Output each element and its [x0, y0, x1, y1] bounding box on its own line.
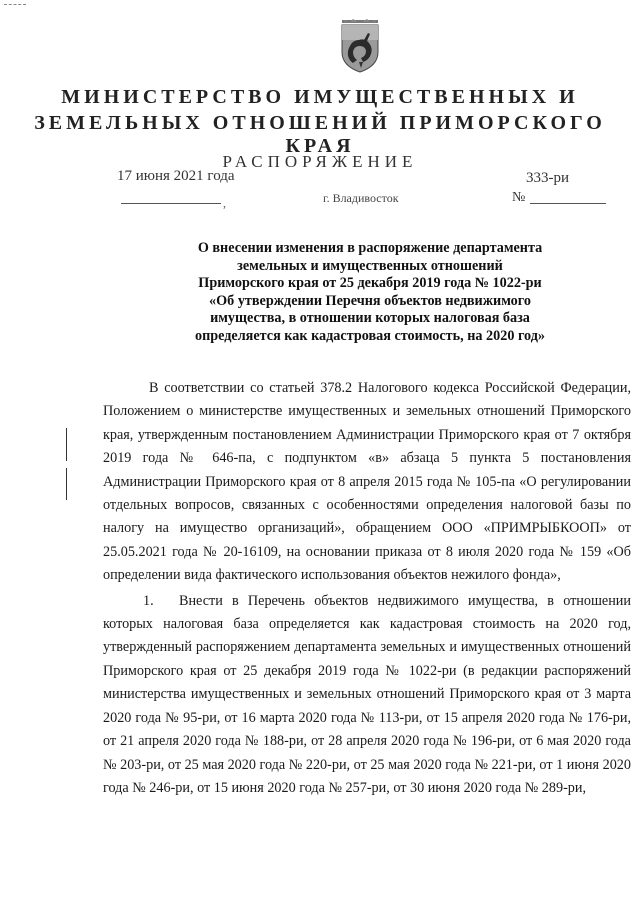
ministry-name-line2: ЗЕМЕЛЬНЫХ ОТНОШЕНИЙ ПРИМОРСКОГО КРАЯ: [34, 112, 606, 157]
item-text: Внести в Перечень объектов недвижимого имущества, в отношении которых налоговая база определяется как кадастровая стоимость на 2020 год, утвержденный распоряжением департамента земельных и имущественных отношений Приморского края от 25 декабря 2019 года № 1022-ри (в редакции распоряжений министерства имущественных и земельных отношений Приморского края от 3 марта 2020 года № 95-ри, от 16 марта 2020 года № 113-ри, от 15 апреля 2020 года № 176-ри, от 21 апреля 2020 года № 188-ри, от 28 апреля 2020 года № 196-ри, от 6 мая 2020 года № 203-ри, от 25 мая 2020 года № 220-ри, от 25 мая 2020 года № 221-ри, от 1 июня 2020 года № 246-ри, от 15 июня 2020 года № 257-ри, от 30 июня 2020 года № 289-ри,: [103, 592, 631, 796]
margin-mark: [66, 468, 67, 500]
title-line: «Об утверждении Перечня объектов недвижимого: [209, 292, 531, 309]
title-line: Приморского края от 25 декабря 2019 года № 1022-ри: [198, 275, 542, 291]
document-body: [103, 377, 631, 800]
title-line: определяется как кадастровая стоимость, на 2020 год»: [194, 327, 546, 344]
title-line: О внесении изменения в распоряжение департамента: [197, 240, 543, 256]
number-sign: №: [512, 190, 526, 205]
scan-artifact: [4, 4, 26, 5]
document-type: РАСПОРЯЖЕНИЕ: [222, 152, 418, 171]
preamble-paragraph: В соответствии со статьей 378.2 Налогового кодекса Российской Федерации, Положением о министерстве имущественных и земельных отношений Приморского края, утвержденным постановлением Администрации Приморского края от 7 октября 2019 года № 646-па, с подпунктом «в» абзаца 5 пункта 5 постановления Администрации Приморского края от 8 апреля 2015 года № 105-па «О регулировании отдельных вопросов, связанных с особенностями определения налоговой базы по налогу на имущество организаций», обращением ООО «ПРИМРЫБКООП» от 25.05.2021 года № 20-16109, на основании приказа от 8 июля 2020 года № 159 «Об определении вида фактического использования объектов нежилого фонда»,: [103, 380, 631, 584]
item-number: 1.: [143, 592, 154, 609]
document-date: 17 июня 2021 года: [117, 168, 235, 184]
date-suffix: ,: [223, 196, 226, 210]
document-title: [150, 240, 590, 345]
coat-of-arms-icon: [339, 18, 381, 74]
margin-mark: [66, 428, 67, 461]
title-line: земельных и имущественных отношений: [237, 257, 503, 274]
ministry-name-line1: МИНИСТЕРСТВО ИМУЩЕСТВЕННЫХ И: [61, 86, 579, 108]
number-underline: [530, 203, 606, 204]
date-underline: [121, 203, 221, 204]
title-line: имущества, в отношении которых налоговая база: [210, 310, 530, 326]
document-number: 333-ри: [526, 170, 570, 186]
document-city: г. Владивосток: [323, 191, 399, 205]
item-1-paragraph: [103, 590, 631, 801]
